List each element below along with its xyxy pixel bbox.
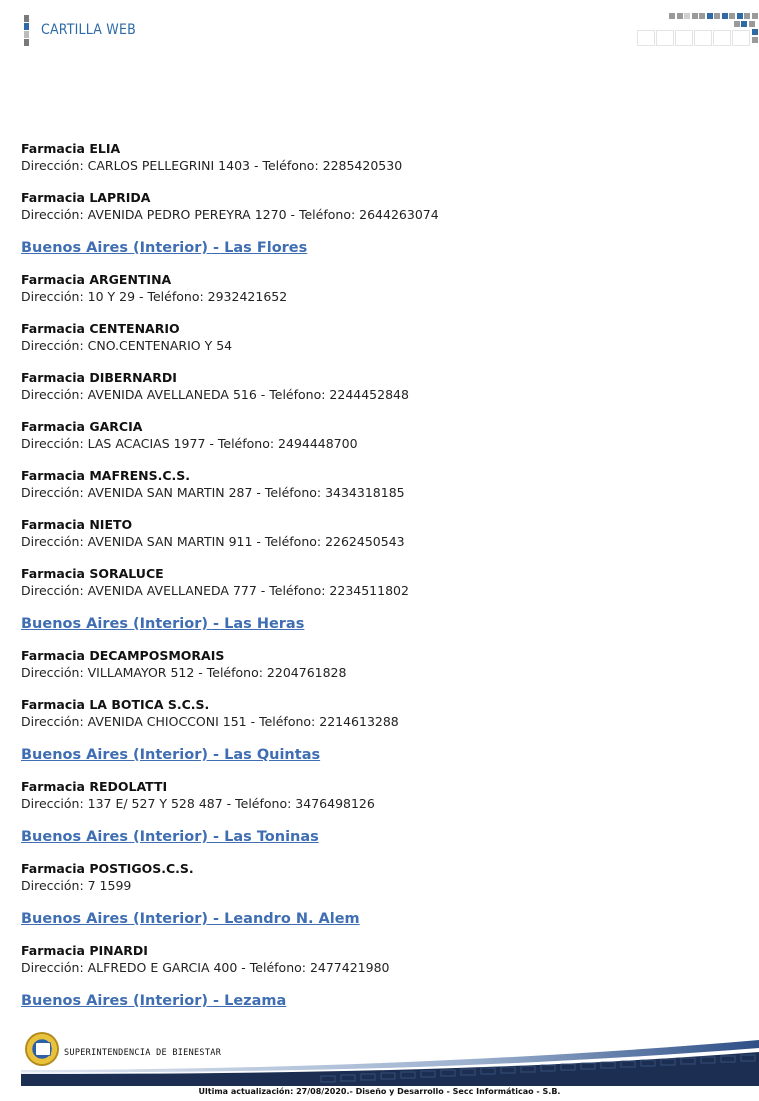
organization-name: SUPERINTENDENCIA DE BIENESTAR — [64, 1048, 222, 1058]
pharmacy-entry — [21, 516, 741, 550]
pharmacy-entry — [21, 942, 741, 976]
pharmacy-name: Farmacia CENTENARIO — [21, 321, 180, 336]
pharmacy-address: Dirección: AVENIDA CHIOCCONI 151 - Teléfono: 2214613288 — [21, 714, 399, 729]
region-link[interactable]: Buenos Aires (Interior) - Las Quintas — [21, 747, 321, 763]
pharmacy-entry — [21, 778, 741, 812]
header-decoration-icon — [637, 13, 759, 47]
pharmacy-address: Dirección: AVENIDA AVELLANEDA 777 - Teléfono: 2234511802 — [21, 583, 409, 598]
pharmacy-name: Farmacia LAPRIDA — [21, 190, 151, 205]
brand-bar-icon — [24, 15, 29, 47]
pharmacy-address: Dirección: 7 1599 — [21, 878, 132, 893]
pharmacy-name: Farmacia REDOLATTI — [21, 779, 168, 794]
pharmacy-entry — [21, 369, 741, 403]
pharmacy-entry — [21, 647, 741, 681]
pharmacy-name: Farmacia DECAMPOSMORAIS — [21, 648, 225, 663]
pharmacy-name: Farmacia LA BOTICA S.C.S. — [21, 697, 210, 712]
page-header — [0, 0, 759, 60]
pharmacy-name: Farmacia PINARDI — [21, 943, 148, 958]
pharmacy-address: Dirección: AVENIDA PEDRO PEREYRA 1270 - Teléfono: 2644263074 — [21, 207, 439, 222]
pharmacy-entry — [21, 696, 741, 730]
pharmacy-name: Farmacia ARGENTINA — [21, 272, 172, 287]
pharmacy-name: Farmacia ELIA — [21, 141, 121, 156]
pharmacy-address: Dirección: LAS ACACIAS 1977 - Teléfono: 2494448700 — [21, 436, 358, 451]
region-link[interactable]: Buenos Aires (Interior) - Las Toninas — [21, 829, 319, 845]
footer-wave-graphic — [21, 1036, 759, 1086]
pharmacy-entry — [21, 565, 741, 599]
pharmacy-entry — [21, 860, 741, 894]
pharmacy-entry — [21, 189, 741, 223]
page-footer — [0, 1028, 759, 1101]
pharmacy-address: Dirección: AVENIDA SAN MARTIN 911 - Teléfono: 2262450543 — [21, 534, 405, 549]
app-title: CARTILLA WEB — [41, 22, 136, 38]
pharmacy-entry — [21, 320, 741, 354]
pharmacy-address: Dirección: 10 Y 29 - Teléfono: 2932421652 — [21, 289, 288, 304]
region-link[interactable]: Buenos Aires (Interior) - Las Heras — [21, 616, 305, 632]
pharmacy-address: Dirección: CARLOS PELLEGRINI 1403 - Teléfono: 2285420530 — [21, 158, 403, 173]
region-link[interactable]: Buenos Aires (Interior) - Lezama — [21, 993, 287, 1009]
pharmacy-address: Dirección: 137 E/ 527 Y 528 487 - Teléfono: 3476498126 — [21, 796, 375, 811]
pharmacy-name: Farmacia NIETO — [21, 517, 133, 532]
pharmacy-entry — [21, 467, 741, 501]
superintendencia-seal-icon — [25, 1032, 59, 1066]
pharmacy-listing — [21, 140, 741, 1024]
pharmacy-address: Dirección: CNO.CENTENARIO Y 54 — [21, 338, 233, 353]
pharmacy-address: Dirección: ALFREDO E GARCIA 400 - Teléfono: 2477421980 — [21, 960, 390, 975]
pharmacy-name: Farmacia MAFRENS.C.S. — [21, 468, 191, 483]
pharmacy-address: Dirección: AVENIDA AVELLANEDA 516 - Teléfono: 2244452848 — [21, 387, 409, 402]
pharmacy-name: Farmacia DIBERNARDI — [21, 370, 177, 385]
pharmacy-address: Dirección: VILLAMAYOR 512 - Teléfono: 2204761828 — [21, 665, 347, 680]
pharmacy-name: Farmacia SORALUCE — [21, 566, 164, 581]
last-update-text: Ultima actualización: 27/08/2020.- Diseño y Desarrollo - Secc Informáticao - S.B. — [198, 1087, 561, 1096]
pharmacy-name: Farmacia POSTIGOS.C.S. — [21, 861, 194, 876]
pharmacy-entry — [21, 418, 741, 452]
pharmacy-entry — [21, 140, 741, 174]
region-link[interactable]: Buenos Aires (Interior) - Las Flores — [21, 240, 308, 256]
pharmacy-address: Dirección: AVENIDA SAN MARTIN 287 - Teléfono: 3434318185 — [21, 485, 405, 500]
region-link[interactable]: Buenos Aires (Interior) - Leandro N. Alem — [21, 911, 360, 927]
pharmacy-name: Farmacia GARCIA — [21, 419, 143, 434]
pharmacy-entry — [21, 271, 741, 305]
